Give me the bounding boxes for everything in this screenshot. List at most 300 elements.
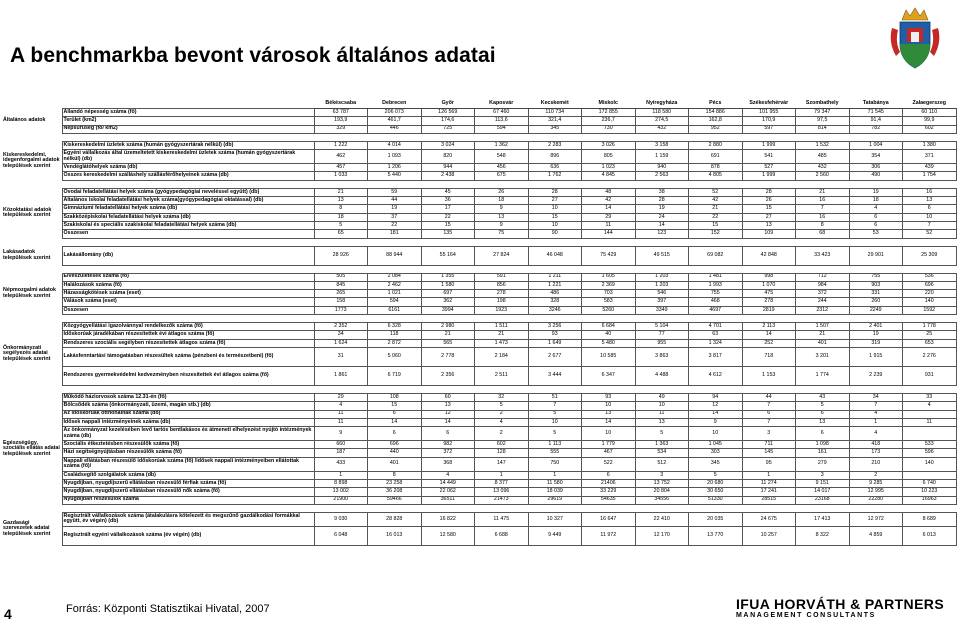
value-cell: 4 488 xyxy=(635,366,689,385)
table-row xyxy=(2,164,956,172)
value-cell: 485 xyxy=(796,150,850,164)
value-cell: 490 xyxy=(849,172,903,180)
section-label: Általános adatok xyxy=(3,117,46,124)
value-cell: 6 684 xyxy=(582,323,636,331)
value-cell: 1 070 xyxy=(742,281,796,289)
value-cell: 27 xyxy=(528,197,582,205)
value-cell: 5 104 xyxy=(635,323,689,331)
value-cell: 12 580 xyxy=(421,526,475,545)
value-cell: 252 xyxy=(742,339,796,347)
value-cell: 718 xyxy=(742,347,796,366)
value-cell: 4 xyxy=(849,410,903,418)
value-cell: 99,9 xyxy=(903,117,957,125)
value-cell: 653 xyxy=(903,339,957,347)
value-cell: 8 322 xyxy=(796,526,850,545)
value-cell: 10 257 xyxy=(742,526,796,545)
table-row xyxy=(2,125,956,133)
value-cell: 52 xyxy=(903,230,957,238)
value-cell: 636 xyxy=(528,164,582,172)
source-note: Forrás: Központi Statisztikai Hivatal, 2007 xyxy=(66,603,270,615)
value-cell: 95 xyxy=(742,457,796,471)
value-cell: 15 xyxy=(368,402,422,410)
value-cell: 93 xyxy=(528,331,582,339)
value-cell: 750 xyxy=(528,457,582,471)
value-cell: 17 241 xyxy=(742,488,796,496)
value-cell: 265 xyxy=(314,290,368,298)
section-label: Kiskereskedelmi, idegenforgalmi adatok települések szerint xyxy=(3,151,60,169)
indicator-label: Bölcsődék száma (önkormányzati, üzemi, magán stb.) (db) xyxy=(62,402,314,410)
value-cell: 6 xyxy=(742,410,796,418)
value-cell: 5 xyxy=(314,221,368,229)
value-cell: 3 xyxy=(796,471,850,479)
value-cell: 3 201 xyxy=(796,347,850,366)
section-gap-cell xyxy=(2,180,956,188)
indicator-label: Nappali ellátásban részesülő időskorúak száma (fő) /idősek nappali intézményeiben ellátottak száma (fő)/ xyxy=(62,457,314,471)
value-cell: 1 861 xyxy=(314,366,368,385)
value-cell: 206 073 xyxy=(368,109,422,117)
value-cell: 446 xyxy=(368,125,422,133)
value-cell: 59466 xyxy=(368,496,422,504)
value-cell: 931 xyxy=(903,366,957,385)
brand-subtitle: MANAGEMENT CONSULTANTS xyxy=(736,612,876,619)
value-cell: 44 xyxy=(742,393,796,401)
value-cell: 174,6 xyxy=(421,117,475,125)
value-cell: 108 xyxy=(368,393,422,401)
value-cell: 27 xyxy=(742,213,796,221)
value-cell: 4 612 xyxy=(689,366,743,385)
value-cell: 145 xyxy=(742,449,796,457)
value-cell: 1 915 xyxy=(849,347,903,366)
value-cell: 4 805 xyxy=(689,172,743,180)
value-cell: 1 023 xyxy=(582,164,636,172)
table-row xyxy=(2,230,956,238)
value-cell: 2 401 xyxy=(849,323,903,331)
indicator-label: Regisztrált egyéni vállalkozások száma (év végén) (db) xyxy=(62,526,314,545)
value-cell: 1 774 xyxy=(796,366,850,385)
value-cell: 244 xyxy=(796,298,850,306)
value-cell: 952 xyxy=(689,125,743,133)
value-cell: 193,9 xyxy=(314,117,368,125)
value-cell: 109 xyxy=(742,230,796,238)
value-cell: 1 999 xyxy=(742,141,796,149)
value-cell: 982 xyxy=(421,441,475,449)
value-cell: 4 xyxy=(849,427,903,441)
value-cell: 10 xyxy=(582,427,636,441)
value-cell: 1 xyxy=(742,471,796,479)
value-cell: 118 580 xyxy=(635,109,689,117)
value-cell: 55 164 xyxy=(421,246,475,265)
indicator-label: Összesen xyxy=(62,306,314,314)
value-cell: 2 462 xyxy=(368,281,422,289)
value-cell: 28 xyxy=(742,188,796,196)
value-cell: 2 184 xyxy=(475,347,529,366)
value-cell: 565 xyxy=(421,339,475,347)
value-cell: 140 xyxy=(903,457,957,471)
value-cell: 162,8 xyxy=(689,117,743,125)
value-cell: 440 xyxy=(368,449,422,457)
value-cell: 7 xyxy=(742,402,796,410)
indicator-label: Szociális étkeztetésben részesülők száma (fő) xyxy=(62,441,314,449)
value-cell: 90 xyxy=(528,230,582,238)
value-cell: 26 xyxy=(475,188,529,196)
value-cell: 4 xyxy=(475,418,529,426)
value-cell: 2 084 xyxy=(368,273,422,281)
header-spacer xyxy=(62,100,314,109)
city-header: Debrecen xyxy=(368,100,422,109)
value-cell xyxy=(903,427,957,441)
value-cell: 10 585 xyxy=(582,347,636,366)
table-row xyxy=(2,418,956,426)
value-cell: 13 xyxy=(421,402,475,410)
value-cell: 329 xyxy=(314,125,368,133)
value-cell: 51330 xyxy=(689,496,743,504)
value-cell: 6 013 xyxy=(903,526,957,545)
table-row xyxy=(2,457,956,471)
value-cell: 22 062 xyxy=(421,488,475,496)
value-cell: 534 xyxy=(635,449,689,457)
value-cell: 2 352 xyxy=(314,323,368,331)
value-cell: 21 xyxy=(314,188,368,196)
value-cell: 602 xyxy=(475,441,529,449)
value-cell: 940 xyxy=(635,164,689,172)
table-row xyxy=(2,441,956,449)
header-spacer xyxy=(2,100,62,109)
value-cell: 52 xyxy=(689,188,743,196)
value-cell: 198 xyxy=(475,298,529,306)
value-cell: 6 328 xyxy=(368,323,422,331)
value-cell: 418 xyxy=(849,441,903,449)
value-cell: 1 004 xyxy=(849,141,903,149)
value-cell xyxy=(903,471,957,479)
value-cell: 220 xyxy=(903,290,957,298)
value-cell: 18 xyxy=(475,197,529,205)
value-cell: 11 xyxy=(582,221,636,229)
value-cell: 602 xyxy=(903,125,957,133)
value-cell: 1 605 xyxy=(582,273,636,281)
value-cell: 533 xyxy=(903,441,957,449)
value-cell: 903 xyxy=(849,281,903,289)
table-row xyxy=(2,393,956,401)
value-cell: 1 363 xyxy=(635,441,689,449)
indicator-label: Az időskorúak otthonainak száma (db) xyxy=(62,410,314,418)
value-cell: 820 xyxy=(421,150,475,164)
indicator-label: Gimnáziumi feladatellátási helyek száma (db) xyxy=(62,205,314,213)
value-cell: 730 xyxy=(582,125,636,133)
indicator-label: Szakiskolai és speciális szakiskolai feladatellátási helyek száma (db) xyxy=(62,221,314,229)
value-cell: 2 283 xyxy=(528,141,582,149)
value-cell: 2312 xyxy=(796,306,850,314)
value-cell: 1923 xyxy=(475,306,529,314)
indicator-label: Egyéni vállalkozás által üzemeltetett kiskereskedelmi üzletek száma (humán gyógyszertárak nélkül) (db) xyxy=(62,150,314,164)
value-cell: 9 xyxy=(475,221,529,229)
value-cell: 20 035 xyxy=(689,512,743,526)
value-cell: 1 153 xyxy=(742,366,796,385)
value-cell: 1 779 xyxy=(582,441,636,449)
table-row xyxy=(2,281,956,289)
table-row xyxy=(2,188,956,196)
value-cell: 128 xyxy=(475,449,529,457)
indicator-label: Regisztrált vállalkozások száma (átalakulásra kötelezett és megszűnő gazdálkodási formákkal együtt, év végén) (db) xyxy=(62,512,314,526)
value-cell: 97,5 xyxy=(796,117,850,125)
value-cell: 660 xyxy=(314,441,368,449)
value-cell: 22 410 xyxy=(635,512,689,526)
value-cell: 93 xyxy=(582,393,636,401)
table-row xyxy=(2,471,956,479)
section-label: Önkormányzati segélyezés adatai települések szerint xyxy=(3,344,51,362)
value-cell: 36 208 xyxy=(368,488,422,496)
value-cell: 3246 xyxy=(528,306,582,314)
table-row xyxy=(2,323,956,331)
indicator-label: Összesen xyxy=(62,230,314,238)
value-cell: 154 886 xyxy=(689,109,743,117)
city-header: Nyíregyháza xyxy=(635,100,689,109)
value-cell: 77 xyxy=(635,331,689,339)
value-cell: 274,5 xyxy=(635,117,689,125)
value-cell: 6 xyxy=(368,410,422,418)
value-cell: 11 xyxy=(314,410,368,418)
value-cell: 306 xyxy=(849,164,903,172)
section-label: Egészségügy, szociális ellátás adatai települések szerint xyxy=(3,439,60,457)
value-cell: 697 xyxy=(421,290,475,298)
value-cell: 328 xyxy=(528,298,582,306)
section-gap xyxy=(2,385,956,393)
value-cell: 3 444 xyxy=(528,366,582,385)
value-cell: 75 xyxy=(475,230,529,238)
value-cell: 7 xyxy=(742,418,796,426)
value-cell: 1 093 xyxy=(368,150,422,164)
value-cell: 2 778 xyxy=(421,347,475,366)
value-cell: 8 xyxy=(796,221,850,229)
value-cell: 44 xyxy=(368,197,422,205)
value-cell: 362 xyxy=(421,298,475,306)
value-cell: 1 xyxy=(475,471,529,479)
value-cell: 15 xyxy=(742,205,796,213)
value-cell: 14 449 xyxy=(421,480,475,488)
section-label: Lakásadatok települések szerint xyxy=(3,249,51,261)
brand-name: IFUA HORVÁTH & PARTNERS xyxy=(736,596,945,612)
value-cell: 123 xyxy=(635,230,689,238)
value-cell: 9 xyxy=(475,205,529,213)
value-cell: 59 xyxy=(368,188,422,196)
value-cell: 173 xyxy=(849,449,903,457)
value-cell: 10 xyxy=(528,205,582,213)
value-cell: 40 xyxy=(582,331,636,339)
indicator-label: Közgyógyellátási igazolvánnyal rendelkezők száma (fő) xyxy=(62,323,314,331)
value-cell: 4 xyxy=(903,402,957,410)
table-row xyxy=(2,197,956,205)
value-cell: 368 xyxy=(421,457,475,471)
section-gap xyxy=(2,504,956,512)
value-cell: 60 110 xyxy=(903,109,957,117)
value-cell: 331 xyxy=(849,290,903,298)
value-cell: 9 030 xyxy=(314,512,368,526)
value-cell: 2 677 xyxy=(528,347,582,366)
table-row xyxy=(2,347,956,366)
value-cell: 1 021 xyxy=(368,290,422,298)
indicator-label: Időskorúak járadékában részesítettek évi átlagos száma (fő) xyxy=(62,331,314,339)
value-cell: 21 xyxy=(421,331,475,339)
indicator-label: Rendszeres gyermekvédelmi kedvezményben részesítettek évi átlagos száma (fő) xyxy=(62,366,314,385)
value-cell: 6 xyxy=(368,427,422,441)
value-cell: 12 972 xyxy=(849,512,903,526)
table-row xyxy=(2,449,956,457)
value-cell: 1 762 xyxy=(528,172,582,180)
value-cell: 505 xyxy=(314,273,368,281)
value-cell: 29 xyxy=(314,393,368,401)
table-row xyxy=(2,290,956,298)
city-header: Szombathely xyxy=(796,100,850,109)
value-cell: 5 xyxy=(635,427,689,441)
value-cell: 1 033 xyxy=(314,172,368,180)
value-cell: 13 xyxy=(796,418,850,426)
value-cell: 354 xyxy=(849,150,903,164)
value-cell: 4 xyxy=(314,402,368,410)
value-cell: 17 413 xyxy=(796,512,850,526)
value-cell: 8 xyxy=(314,205,368,213)
value-cell: 3 xyxy=(635,471,689,479)
value-cell: 703 xyxy=(582,290,636,298)
indicator-label: Terület (km2) xyxy=(62,117,314,125)
value-cell: 10 xyxy=(528,221,582,229)
value-cell: 16 xyxy=(796,197,850,205)
table-row xyxy=(2,480,956,488)
value-cell: 6 048 xyxy=(314,526,368,545)
value-cell: 147 xyxy=(475,457,529,471)
value-cell: 16 647 xyxy=(582,512,636,526)
value-cell: 13 002 xyxy=(314,488,368,496)
value-cell: 22 xyxy=(689,213,743,221)
value-cell: 22280 xyxy=(849,496,903,504)
value-cell: 144 xyxy=(582,230,636,238)
value-cell: 432 xyxy=(635,125,689,133)
value-cell: 172 855 xyxy=(582,109,636,117)
value-cell: 1 649 xyxy=(528,339,582,347)
table-row xyxy=(2,221,956,229)
value-cell: 401 xyxy=(368,457,422,471)
value-cell: 998 xyxy=(742,273,796,281)
value-cell: 10 xyxy=(528,418,582,426)
section-gap xyxy=(2,265,956,273)
value-cell: 486 xyxy=(528,290,582,298)
value-cell: 3 817 xyxy=(689,347,743,366)
indicator-label: Állandó népesség száma (fő) xyxy=(62,109,314,117)
value-cell: 6161 xyxy=(368,306,422,314)
value-cell: 555 xyxy=(528,449,582,457)
value-cell: 1 203 xyxy=(635,281,689,289)
value-cell: 3 xyxy=(742,427,796,441)
value-cell: 345 xyxy=(689,457,743,471)
value-cell: 536 xyxy=(903,273,957,281)
value-cell: 755 xyxy=(689,290,743,298)
value-cell: 236,7 xyxy=(582,117,636,125)
value-cell: 5 480 xyxy=(582,339,636,347)
value-cell: 27 824 xyxy=(475,246,529,265)
value-cell: 71 545 xyxy=(849,109,903,117)
value-cell: 28 xyxy=(635,197,689,205)
value-cell: 2 560 xyxy=(796,172,850,180)
value-cell: 805 xyxy=(582,150,636,164)
value-cell: 845 xyxy=(314,281,368,289)
value-cell: 548 xyxy=(475,150,529,164)
value-cell: 24 675 xyxy=(742,512,796,526)
value-cell: 7 xyxy=(903,221,957,229)
value-cell: 16 013 xyxy=(368,526,422,545)
value-cell: 170,9 xyxy=(742,117,796,125)
value-cell: 25 309 xyxy=(903,246,957,265)
section-gap xyxy=(2,133,956,141)
section-label: Közoktatási adatok települések szerint xyxy=(3,206,52,219)
value-cell: 28 xyxy=(528,188,582,196)
value-cell: 7 xyxy=(796,205,850,213)
value-cell: 5 xyxy=(689,471,743,479)
value-cell: 1 624 xyxy=(314,339,368,347)
value-cell: 12 xyxy=(421,410,475,418)
value-cell: 1 362 xyxy=(475,141,529,149)
value-cell: 21 xyxy=(796,331,850,339)
value-cell: 23 258 xyxy=(368,480,422,488)
table-row xyxy=(2,205,956,213)
value-cell: 135 xyxy=(421,230,475,238)
value-cell: 20 804 xyxy=(635,488,689,496)
value-cell: 691 xyxy=(689,150,743,164)
value-cell: 372 xyxy=(796,290,850,298)
table-row xyxy=(2,298,956,306)
value-cell: 33 xyxy=(903,393,957,401)
value-cell: 187 xyxy=(314,449,368,457)
indicator-label: Összes kereskedelmi szálláshely szállásférőhelyeinek száma (db) xyxy=(62,172,314,180)
value-cell: 31 xyxy=(314,347,368,366)
value-cell: 2249 xyxy=(849,306,903,314)
value-cell: 67 460 xyxy=(475,109,529,117)
section-label: Népmozgalmi adatok települések szerint xyxy=(3,287,56,299)
indicator-label: Működő háziorvosok száma 12.31-én (fő) xyxy=(62,393,314,401)
table-header-row xyxy=(2,100,956,109)
value-cell: 1 113 xyxy=(528,441,582,449)
value-cell: 33 423 xyxy=(796,246,850,265)
value-cell: 88 944 xyxy=(368,246,422,265)
value-cell: 675 xyxy=(475,172,529,180)
value-cell: 1 xyxy=(314,471,368,479)
city-header: Győr xyxy=(421,100,475,109)
value-cell: 42 xyxy=(582,197,636,205)
value-cell: 11 xyxy=(903,418,957,426)
value-cell: 597 xyxy=(742,125,796,133)
value-cell: 594 xyxy=(368,298,422,306)
value-cell: 210 xyxy=(849,457,903,471)
value-cell: 16 822 xyxy=(421,512,475,526)
value-cell: 69 082 xyxy=(689,246,743,265)
value-cell: 3 863 xyxy=(635,347,689,366)
value-cell: 319 xyxy=(849,339,903,347)
indicator-label: Lakásállomány (db) xyxy=(62,246,314,265)
value-cell: 4 xyxy=(421,471,475,479)
value-cell: 10 xyxy=(582,402,636,410)
value-cell: 19 xyxy=(368,205,422,213)
value-cell: 6 xyxy=(796,427,850,441)
value-cell: 2 563 xyxy=(635,172,689,180)
value-cell: 3 026 xyxy=(582,141,636,149)
value-cell: 101 955 xyxy=(742,109,796,117)
value-cell: 24 xyxy=(635,213,689,221)
value-cell: 1 221 xyxy=(528,281,582,289)
section-gap xyxy=(2,238,956,246)
value-cell: 1 580 xyxy=(421,281,475,289)
value-cell: 1 778 xyxy=(903,323,957,331)
section-gap xyxy=(2,315,956,323)
value-cell: 1 380 xyxy=(903,141,957,149)
value-cell: 13 xyxy=(903,197,957,205)
value-cell: 13 xyxy=(742,221,796,229)
